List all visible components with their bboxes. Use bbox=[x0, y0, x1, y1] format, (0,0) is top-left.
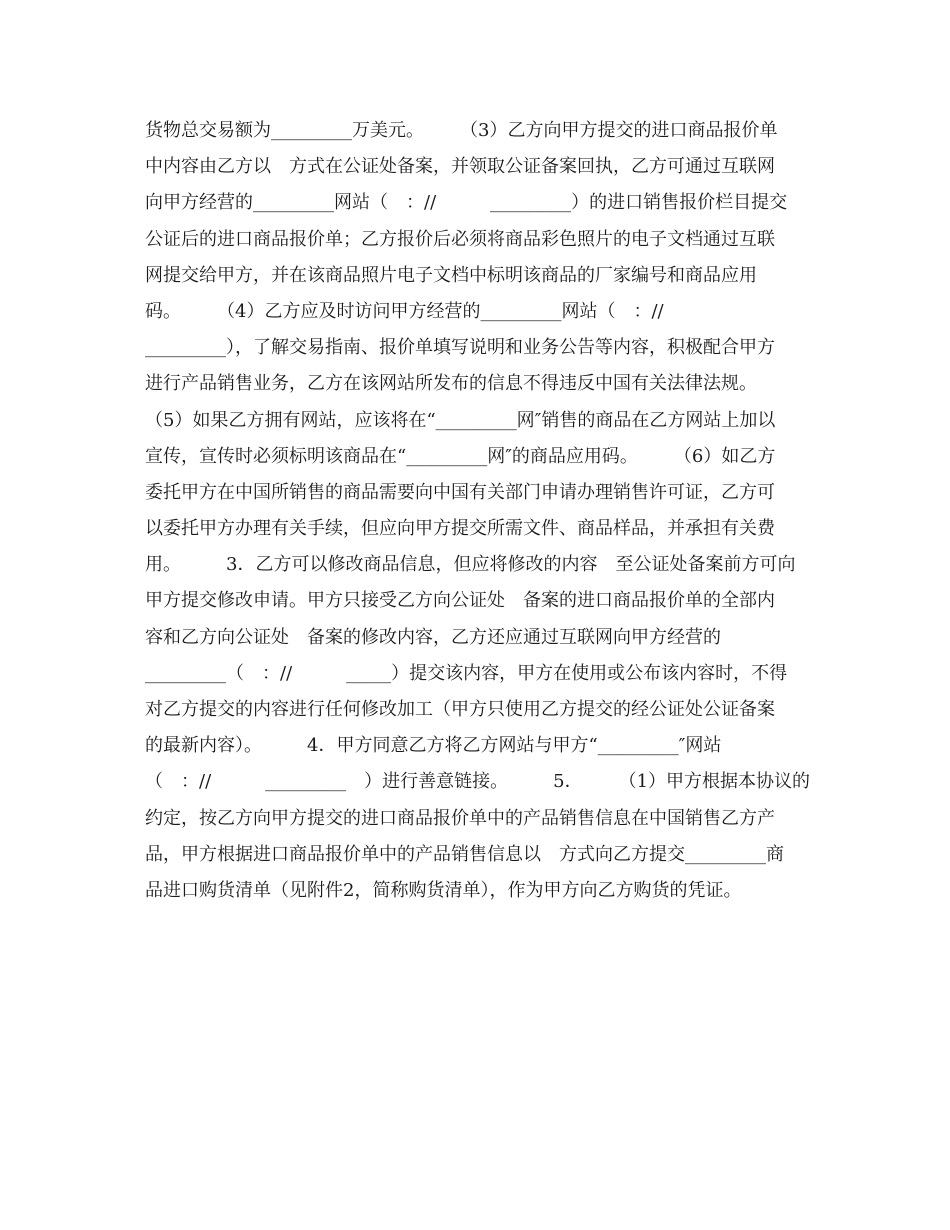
text-line: _________（ ：// _____）提交该内容，甲方在使用或公布该内容时，不得 bbox=[145, 662, 788, 684]
text-line: 进行产品销售业务，乙方在该网站所发布的信息不得违反中国有关法律法规。 bbox=[145, 373, 757, 395]
text-line: 用。 3．乙方可以修改商品信息，但应将修改的内容 至公证处备案前方可向 bbox=[145, 554, 796, 576]
text-line: 向甲方经营的_________网站（ ：// _________）的进口销售报价栏目提交 bbox=[145, 192, 788, 214]
text-line: 宣传，宣传时必须标明该商品在“_________网″的商品应用码。 （6）如乙方 bbox=[145, 445, 776, 467]
text-line: 品进口购货清单（见附件2，简称购货清单），作为甲方向乙方购货的凭证。 bbox=[145, 879, 742, 901]
text-line: 公证后的进口商品报价单；乙方报价后必须将商品彩色照片的电子文档通过互联 bbox=[145, 228, 775, 250]
text-line: _________），了解交易指南、报价单填写说明和业务公告等内容，积极配合甲方 bbox=[145, 337, 775, 359]
text-line: 货物总交易额为_________万美元。 （3）乙方向甲方提交的进口商品报价单 bbox=[145, 120, 778, 141]
text-line: 容和乙方向公证处 备案的修改内容，乙方还应通过互联网向甲方经营的 bbox=[145, 626, 721, 648]
text-line: 网提交给甲方，并在该商品照片电子文档中标明该商品的厂家编号和商品应用 bbox=[145, 264, 757, 286]
contract-body-text bbox=[145, 113, 815, 909]
text-line: 码。 （4）乙方应及时访问甲方经营的_________网站（ ：// bbox=[145, 300, 664, 322]
text-line: 的最新内容）。 4．甲方同意乙方将乙方网站与甲方“_________″网站 bbox=[145, 735, 722, 757]
text-line: 委托甲方在中国所销售的商品需要向中国有关部门申请办理销售许可证，乙方可 bbox=[145, 481, 775, 503]
text-line: 甲方提交修改申请。甲方只接受乙方向公证处 备案的进口商品报价单的全部内 bbox=[145, 590, 775, 612]
text-line: （ ：// _________ ）进行善意链接。 5． （1）甲方根据本协议的 bbox=[145, 771, 811, 793]
text-line: 对乙方提交的内容进行任何修改加工（甲方只使用乙方提交的经公证处公证备案 bbox=[145, 699, 775, 720]
text-line: 中内容由乙方以 方式在公证处备案，并领取公证备案回执，乙方可通过互联网 bbox=[145, 156, 775, 178]
text-line: 品，甲方根据进口商品报价单中的产品销售信息以 方式向乙方提交_________商 bbox=[145, 843, 784, 865]
text-line: （5）如果乙方拥有网站，应该将在“_________网″销售的商品在乙方网站上加以 bbox=[145, 409, 776, 431]
text-line: 以委托甲方办理有关手续，但应向甲方提交所需文件、商品样品，并承担有关费 bbox=[145, 518, 775, 540]
text-line: 约定，按乙方向甲方提交的进口商品报价单中的产品销售信息在中国销售乙方产 bbox=[145, 807, 775, 829]
